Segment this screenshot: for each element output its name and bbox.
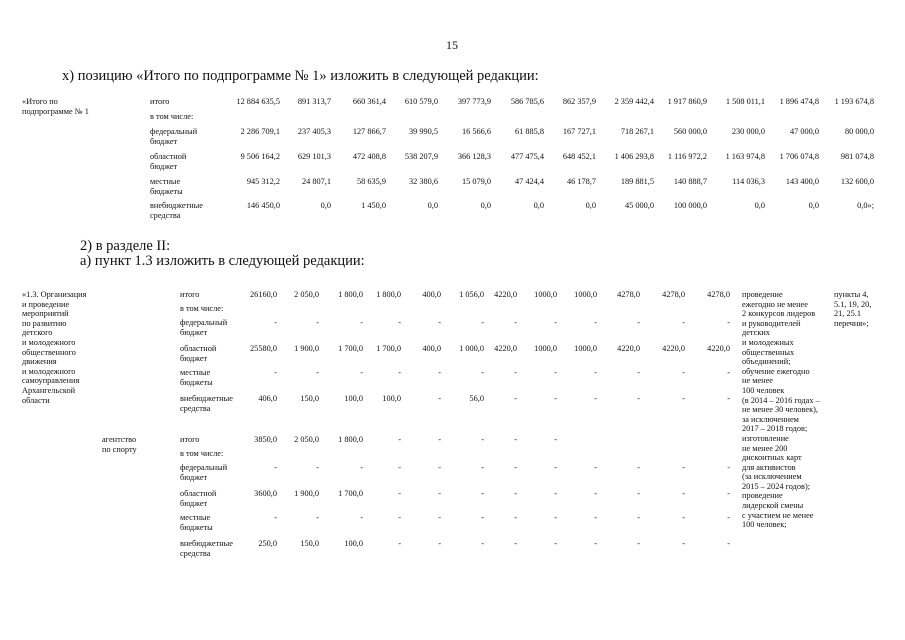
table2-value-cell: 4278,0 — [707, 290, 730, 299]
table1-value-cell: 0,0 — [480, 201, 491, 210]
table2-value-cell: - — [514, 435, 517, 444]
table2-value-cell: - — [438, 539, 441, 548]
table2-row-name: в том числе: — [180, 304, 224, 313]
table2-row-name: внебюджетные средства — [180, 539, 233, 558]
table1-value-cell: 2 286 709,1 — [240, 127, 280, 136]
table2-row-name: в том числе: — [180, 449, 224, 458]
table1-value-cell: 132 600,0 — [840, 177, 874, 186]
table1-value-cell: 39 990,5 — [408, 127, 438, 136]
table2-value-cell: - — [398, 318, 401, 327]
table2-value-cell: 1 700,0 — [376, 344, 401, 353]
table1-value-cell: 0,0 — [585, 201, 596, 210]
table2-value-cell: - — [682, 539, 685, 548]
table1-value-cell: 16 566,6 — [461, 127, 491, 136]
table2-value-cell: 3600,0 — [254, 489, 277, 498]
table2-value-cell: - — [727, 489, 730, 498]
reference-points-text: пункты 4, 5.1, 19, 20, 21, 25.1 перечня»; — [834, 290, 872, 328]
table2-value-cell: - — [360, 318, 363, 327]
table1-value-cell: 1 450,0 — [361, 201, 386, 210]
table2-value-cell: - — [594, 539, 597, 548]
table1-value-cell: 47 424,4 — [514, 177, 544, 186]
table2-row-name: федеральный бюджет — [180, 463, 228, 482]
table1-value-cell: 718 267,1 — [620, 127, 654, 136]
table2-value-cell: - — [594, 513, 597, 522]
table2-value-cell: 1 900,0 — [294, 344, 319, 353]
table2-value-cell: 1000,0 — [574, 344, 597, 353]
table2-value-cell: - — [554, 489, 557, 498]
table1-value-cell: 629 101,3 — [297, 152, 331, 161]
table1-value-cell: 237 405,3 — [297, 127, 331, 136]
table2-value-cell: 1 700,0 — [338, 344, 363, 353]
table2-value-cell: - — [727, 368, 730, 377]
table1-row-name: в том числе: — [150, 112, 194, 121]
table1-row-name: местные бюджеты — [150, 177, 183, 196]
table1-value-cell: 2 359 442,4 — [614, 97, 654, 106]
table2-value-cell: - — [398, 463, 401, 472]
table1-value-cell: 648 452,1 — [562, 152, 596, 161]
table2-value-cell: - — [594, 368, 597, 377]
table2-value-cell: 150,0 — [300, 539, 319, 548]
table1-value-cell: 146 450,0 — [246, 201, 280, 210]
table1-row-name: федеральный бюджет — [150, 127, 198, 146]
table2-value-cell: 1 800,0 — [376, 290, 401, 299]
table1-value-cell: 586 785,6 — [510, 97, 544, 106]
table2-value-cell: - — [594, 394, 597, 403]
table1-value-cell: 114 036,3 — [732, 177, 765, 186]
table2-row-name: итого — [180, 290, 200, 299]
table2-value-cell: - — [637, 318, 640, 327]
table2-row-name: итого — [180, 435, 200, 444]
table2-value-cell: - — [360, 368, 363, 377]
table2-value-cell: - — [727, 463, 730, 472]
table1-value-cell: 100 000,0 — [673, 201, 707, 210]
table2-value-cell: 56,0 — [469, 394, 484, 403]
table1-row-label: «Итого по подпрограмме № 1 — [22, 97, 89, 116]
table2-value-cell: - — [554, 463, 557, 472]
table1-value-cell: 80 000,0 — [844, 127, 874, 136]
table2-value-cell: 400,0 — [422, 344, 441, 353]
table2-value-cell: - — [438, 463, 441, 472]
table1-value-cell: 397 773,9 — [457, 97, 491, 106]
table1-value-cell: 366 128,3 — [457, 152, 491, 161]
table2-value-cell: 150,0 — [300, 394, 319, 403]
table1-value-cell: 610 579,0 — [404, 97, 438, 106]
table2-value-cell: 1 700,0 — [338, 489, 363, 498]
table2-value-cell: - — [637, 539, 640, 548]
table2-value-cell: - — [316, 368, 319, 377]
table2-value-cell: - — [594, 463, 597, 472]
table2-value-cell: - — [514, 394, 517, 403]
table2-value-cell: 25580,0 — [250, 344, 277, 353]
table2-value-cell: - — [594, 318, 597, 327]
table2-value-cell: 1 900,0 — [294, 489, 319, 498]
table2-value-cell: - — [682, 489, 685, 498]
table2-value-cell: - — [514, 489, 517, 498]
table2-value-cell: - — [438, 435, 441, 444]
table1-value-cell: 1 116 972,2 — [667, 152, 707, 161]
table2-value-cell: 4278,0 — [617, 290, 640, 299]
table1-value-cell: 0,0 — [320, 201, 331, 210]
table2-value-cell: 1 800,0 — [338, 290, 363, 299]
table2-value-cell: - — [514, 513, 517, 522]
table1-value-cell: 891 313,7 — [297, 97, 331, 106]
table2-value-cell: - — [481, 368, 484, 377]
table1-value-cell: 1 193 674,8 — [834, 97, 874, 106]
table1-value-cell: 660 361,4 — [352, 97, 386, 106]
table2-value-cell: - — [274, 318, 277, 327]
table1-value-cell: 538 207,9 — [404, 152, 438, 161]
table2-value-cell: - — [438, 489, 441, 498]
table2-value-cell: - — [727, 513, 730, 522]
table2-value-cell: - — [637, 513, 640, 522]
table2-value-cell: 4278,0 — [662, 290, 685, 299]
table1-value-cell: 945 312,2 — [246, 177, 280, 186]
table2-row-name: местные бюджеты — [180, 513, 213, 532]
table2-value-cell: 4220,0 — [494, 344, 517, 353]
table2-value-cell: 1 056,0 — [459, 290, 484, 299]
table2-value-cell: - — [398, 435, 401, 444]
table2-value-cell: - — [637, 463, 640, 472]
table1-value-cell: 12 884 635,5 — [236, 97, 280, 106]
table2-value-cell: - — [727, 318, 730, 327]
table1-value-cell: 1 706 074,8 — [779, 152, 819, 161]
table1-value-cell: 1 163 974,8 — [725, 152, 765, 161]
table1-value-cell: 0,0 — [427, 201, 438, 210]
table1-value-cell: 58 635,9 — [356, 177, 386, 186]
table1-value-cell: 167 727,1 — [562, 127, 596, 136]
table2-value-cell: 100,0 — [344, 394, 363, 403]
table2-value-cell: - — [438, 513, 441, 522]
table2-value-cell: - — [554, 539, 557, 548]
table2-value-cell: - — [727, 394, 730, 403]
table2-value-cell: - — [682, 513, 685, 522]
table2-row-name: внебюджетные средства — [180, 394, 233, 413]
table2-value-cell: - — [438, 394, 441, 403]
table1-value-cell: 140 888,7 — [673, 177, 707, 186]
table1-value-cell: 45 000,0 — [624, 201, 654, 210]
table2-value-cell: - — [316, 513, 319, 522]
table2-value-cell: - — [481, 513, 484, 522]
table1-value-cell: 127 866,7 — [352, 127, 386, 136]
table2-value-cell: - — [682, 318, 685, 327]
table1-value-cell: 9 506 164,2 — [240, 152, 280, 161]
table2-value-cell: 1000,0 — [534, 344, 557, 353]
table2-value-cell: 1 000,0 — [459, 344, 484, 353]
table1-value-cell: 1 917 860,9 — [667, 97, 707, 106]
table2-value-cell: - — [274, 368, 277, 377]
table1-value-cell: 143 400,0 — [785, 177, 819, 186]
table1-value-cell: 1 406 293,8 — [614, 152, 654, 161]
table2-value-cell: - — [637, 368, 640, 377]
table2-value-cell: - — [438, 318, 441, 327]
table2-value-cell: - — [398, 513, 401, 522]
table2-value-cell: 100,0 — [344, 539, 363, 548]
table2-row-name: областной бюджет — [180, 489, 217, 508]
table2-value-cell: - — [398, 368, 401, 377]
table2-value-cell: - — [514, 368, 517, 377]
table2-value-cell: 26160,0 — [250, 290, 277, 299]
table2-value-cell: 1000,0 — [534, 290, 557, 299]
table2-value-cell: - — [481, 318, 484, 327]
table2-value-cell: - — [481, 489, 484, 498]
table2-value-cell: - — [554, 394, 557, 403]
subsection-heading: а) пункт 1.3 изложить в следующей редакции: — [80, 253, 365, 269]
table2-value-cell: - — [360, 513, 363, 522]
table2-value-cell: - — [554, 513, 557, 522]
table2-value-cell: - — [398, 539, 401, 548]
table1-value-cell: 0,0 — [808, 201, 819, 210]
table2-value-cell: - — [514, 318, 517, 327]
table1-value-cell: 230 000,0 — [731, 127, 765, 136]
table1-value-cell: 862 357,9 — [562, 97, 596, 106]
page-number: 15 — [446, 38, 458, 52]
table2-value-cell: - — [554, 368, 557, 377]
table2-row-name: федеральный бюджет — [180, 318, 228, 337]
table2-value-cell: 4220,0 — [707, 344, 730, 353]
table2-value-cell: - — [682, 394, 685, 403]
table2-value-cell: 1000,0 — [574, 290, 597, 299]
table2-value-cell: - — [481, 463, 484, 472]
expected-result-text: проведение ежегодно не менее 2 конкурсов лидеров и руководителей детских и молодежных общественных объединений; обучение ежегодно не менее 100 человек (в 2014 – 2016 годах – не менее 30 человек), за исключением 2017 – 2018 годов; изготовление не менее 200 дисконтных карт для активистов (за исключением 2015 – 2024 годов); проведение лидерской смены с участием не менее 100 человек; — [742, 290, 820, 530]
table2-value-cell: - — [594, 489, 597, 498]
table2-value-cell: 400,0 — [422, 290, 441, 299]
table2-value-cell: - — [514, 539, 517, 548]
table2-value-cell: - — [682, 463, 685, 472]
table1-value-cell: 1 896 474,8 — [779, 97, 819, 106]
table2-value-cell: - — [274, 513, 277, 522]
table2-row-name: областной бюджет — [180, 344, 217, 363]
table2-value-cell: 4220,0 — [494, 290, 517, 299]
table2-value-cell: - — [316, 463, 319, 472]
table2-value-cell: - — [727, 539, 730, 548]
table1-value-cell: 15 079,0 — [461, 177, 491, 186]
table1-value-cell: 32 380,6 — [408, 177, 438, 186]
table1-value-cell: 0,0»; — [857, 201, 874, 210]
table1-value-cell: 1 508 011,1 — [725, 97, 765, 106]
table2-value-cell: - — [514, 463, 517, 472]
table1-value-cell: 477 475,4 — [510, 152, 544, 161]
section-heading: 2) в разделе II: — [80, 238, 171, 254]
table2-value-cell: - — [682, 368, 685, 377]
table2-value-cell: 100,0 — [382, 394, 401, 403]
table2-value-cell: - — [438, 368, 441, 377]
item-1-3-title: «1.3. Организация и проведение мероприятий по развитию детского и молодежного общественного движения и молодежного самоуправления Архангельской области — [22, 290, 87, 405]
table2-value-cell: - — [316, 318, 319, 327]
table1-value-cell: 0,0 — [533, 201, 544, 210]
table1-value-cell: 560 000,0 — [673, 127, 707, 136]
table2-value-cell: 250,0 — [258, 539, 277, 548]
amendment-heading-x: х) позицию «Итого по подпрограмме № 1» изложить в следующей редакции: — [62, 68, 539, 84]
table1-value-cell: 981 074,8 — [840, 152, 874, 161]
table2-value-cell: - — [554, 318, 557, 327]
executor-sport-agency: агентство по спорту — [102, 435, 137, 454]
table1-value-cell: 61 885,8 — [514, 127, 544, 136]
table2-value-cell: 4220,0 — [617, 344, 640, 353]
table1-row-name: внебюджетные средства — [150, 201, 203, 220]
table2-value-cell: - — [637, 394, 640, 403]
table1-value-cell: 472 408,8 — [352, 152, 386, 161]
table2-value-cell: - — [481, 435, 484, 444]
table1-value-cell: 24 807,1 — [301, 177, 331, 186]
table2-value-cell: 3850,0 — [254, 435, 277, 444]
table1-value-cell: 46 178,7 — [566, 177, 596, 186]
table2-value-cell: 406,0 — [258, 394, 277, 403]
table2-value-cell: - — [481, 539, 484, 548]
table2-row-name: местные бюджеты — [180, 368, 213, 387]
table2-value-cell: - — [554, 435, 557, 444]
table2-value-cell: 2 050,0 — [294, 435, 319, 444]
table1-value-cell: 0,0 — [754, 201, 765, 210]
table2-value-cell: 2 050,0 — [294, 290, 319, 299]
table2-value-cell: - — [274, 463, 277, 472]
table1-row-name: итого — [150, 97, 170, 106]
table2-value-cell: 1 800,0 — [338, 435, 363, 444]
table2-value-cell: 4220,0 — [662, 344, 685, 353]
table1-row-name: областной бюджет — [150, 152, 187, 171]
table2-value-cell: - — [360, 463, 363, 472]
table1-value-cell: 47 000,0 — [789, 127, 819, 136]
table1-value-cell: 189 881,5 — [620, 177, 654, 186]
table2-value-cell: - — [398, 489, 401, 498]
table2-value-cell: - — [637, 489, 640, 498]
